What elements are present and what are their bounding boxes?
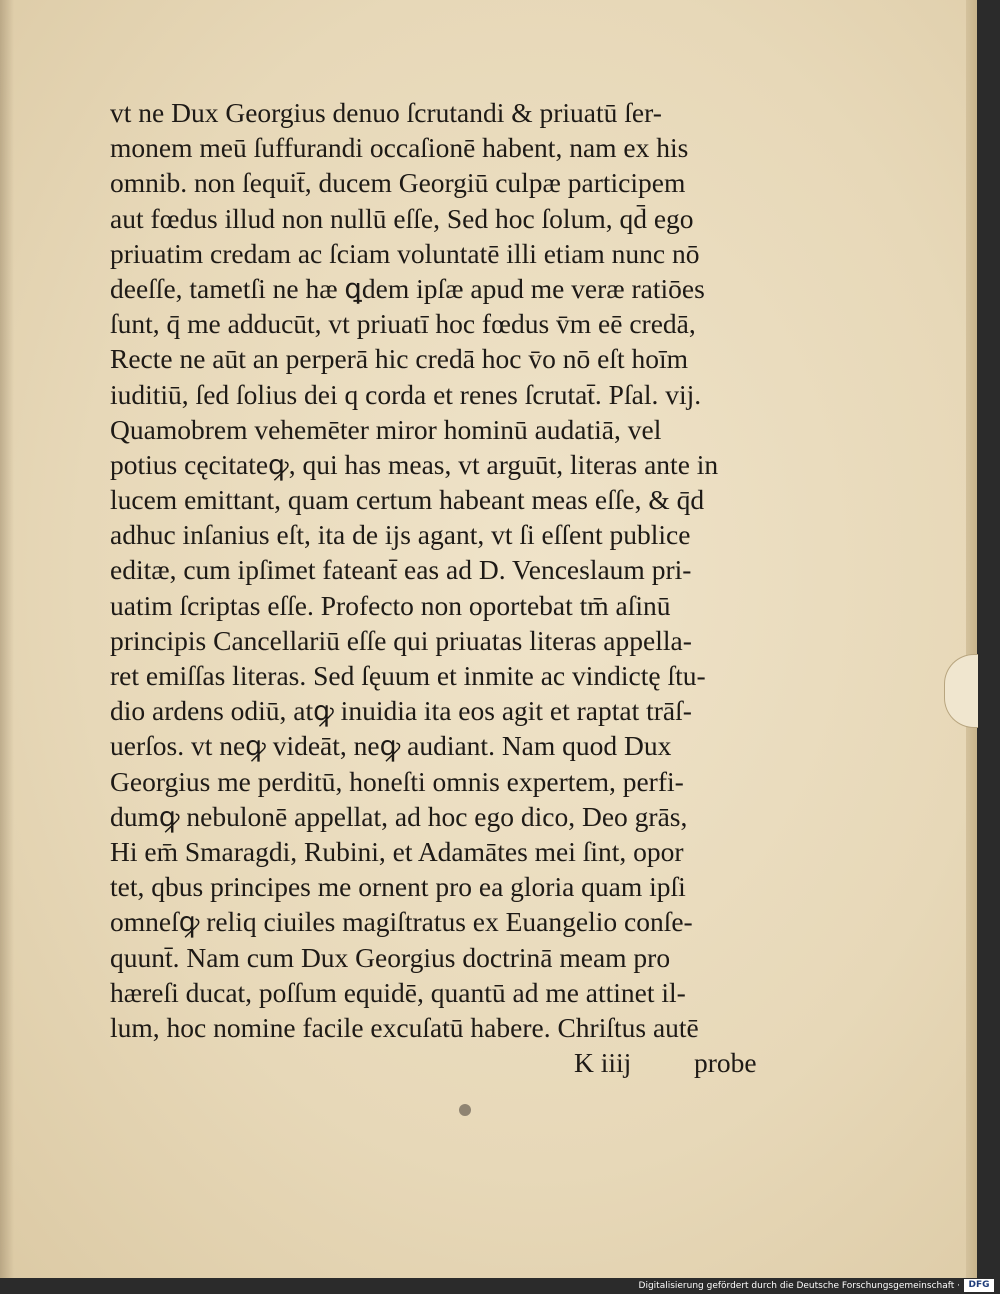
text-line: potius cęcitateꝙ, qui has meas, vt arguūt, literas ante in	[110, 448, 719, 480]
body-text	[110, 95, 790, 1045]
footer-bar	[0, 1278, 1000, 1294]
text-line: ſunt, q̄ me adducūt, vt priuatī hoc fœdus v̄m eē credā,	[110, 308, 696, 340]
text-line: editæ, cum ipſimet fateant̄ eas ad D. Venceslaum pri-	[110, 554, 692, 586]
text-line: Hi em̄ Smaragdi, Rubini, et Adamātes mei ſint, opor	[110, 835, 684, 867]
text-line: principis Cancellariū eſſe qui priuatas literas appella-	[110, 624, 692, 656]
text-line: tet, qbus principes me ornent pro ea gloria quam ipſi	[110, 871, 686, 903]
text-line: Quamobrem vehemēter miror hominū audatiā, vel	[110, 413, 662, 445]
text-line: Georgius me perditū, honeſti omnis expertem, perfi-	[110, 765, 684, 797]
catchword: probe	[694, 1047, 757, 1078]
text-line: omnib. non ſequit̄, ducem Georgiū culpæ participem	[110, 167, 686, 199]
text-line: quunt̄. Nam cum Dux Georgius doctrinā meam pro	[110, 941, 671, 973]
text-line: omneſꝙ reliq ciuiles magiſtratus ex Euangelio conſe-	[110, 906, 693, 938]
text-line: iuditiū, ſed ſolius dei q corda et renes ſcrutat̄. Pſal. vij.	[110, 378, 702, 410]
dfg-logo: DFG	[964, 1279, 994, 1292]
text-line: vt ne Dux Georgius denuo ſcrutandi & priuatū ſer-	[110, 97, 662, 128]
text-line: dio ardens odiū, atꝙ inuidia ita eos agit et raptat trāſ-	[110, 695, 692, 727]
text-line: priuatim credam ac ſciam voluntatē illi etiam nunc nō	[110, 237, 700, 269]
signature-mark: K iiij	[574, 1047, 632, 1078]
paper-speck	[459, 1104, 471, 1116]
text-line: hæreſi ducat, poſſum equidē, quantū ad me attinet il-	[110, 976, 686, 1008]
text-line: Recte ne aūt an perperā hic credā hoc v̄o nō eſt hoīm	[110, 343, 689, 375]
funding-credit: Digitalisierung gefördert durch die Deutsche Forschungsgemeinschaft ·	[638, 1281, 960, 1291]
text-line: dumꝙ nebulonē appellat, ad hoc ego dico, Deo grās,	[110, 800, 688, 832]
page-tab	[944, 654, 978, 728]
gutter-shadow	[0, 0, 14, 1278]
text-line: ret emiſſas literas. Sed ſęuum et inmite ac vindictę ſtu-	[110, 660, 706, 691]
text-line: deeſſe, tametſi ne hæ ꝗdem ipſæ apud me veræ ratiōes	[110, 272, 705, 304]
text-line: uatim ſcriptas eſſe. Profecto non oportebat tm̄ aſinū	[110, 589, 671, 621]
text-line: aut fœdus illud non nullū eſſe, Sed hoc ſolum, qd̄ ego	[110, 202, 694, 234]
text-line: monem meū ſuffurandi occaſionē habent, nam ex his	[110, 132, 689, 164]
text-line: adhuc inſanius eſt, ita de ijs agant, vt ſi eſſent publice	[110, 519, 691, 551]
text-line: lucem emittant, quam certum habeant meas eſſe, & q̄d	[110, 484, 705, 516]
text-line: uerſos. vt neꝙ videāt, neꝙ audiant. Nam quod Dux	[110, 730, 672, 762]
text-line: lum, hoc nomine facile excuſatū habere. Chriſtus autē	[110, 1011, 699, 1043]
page-edge	[966, 0, 977, 1278]
